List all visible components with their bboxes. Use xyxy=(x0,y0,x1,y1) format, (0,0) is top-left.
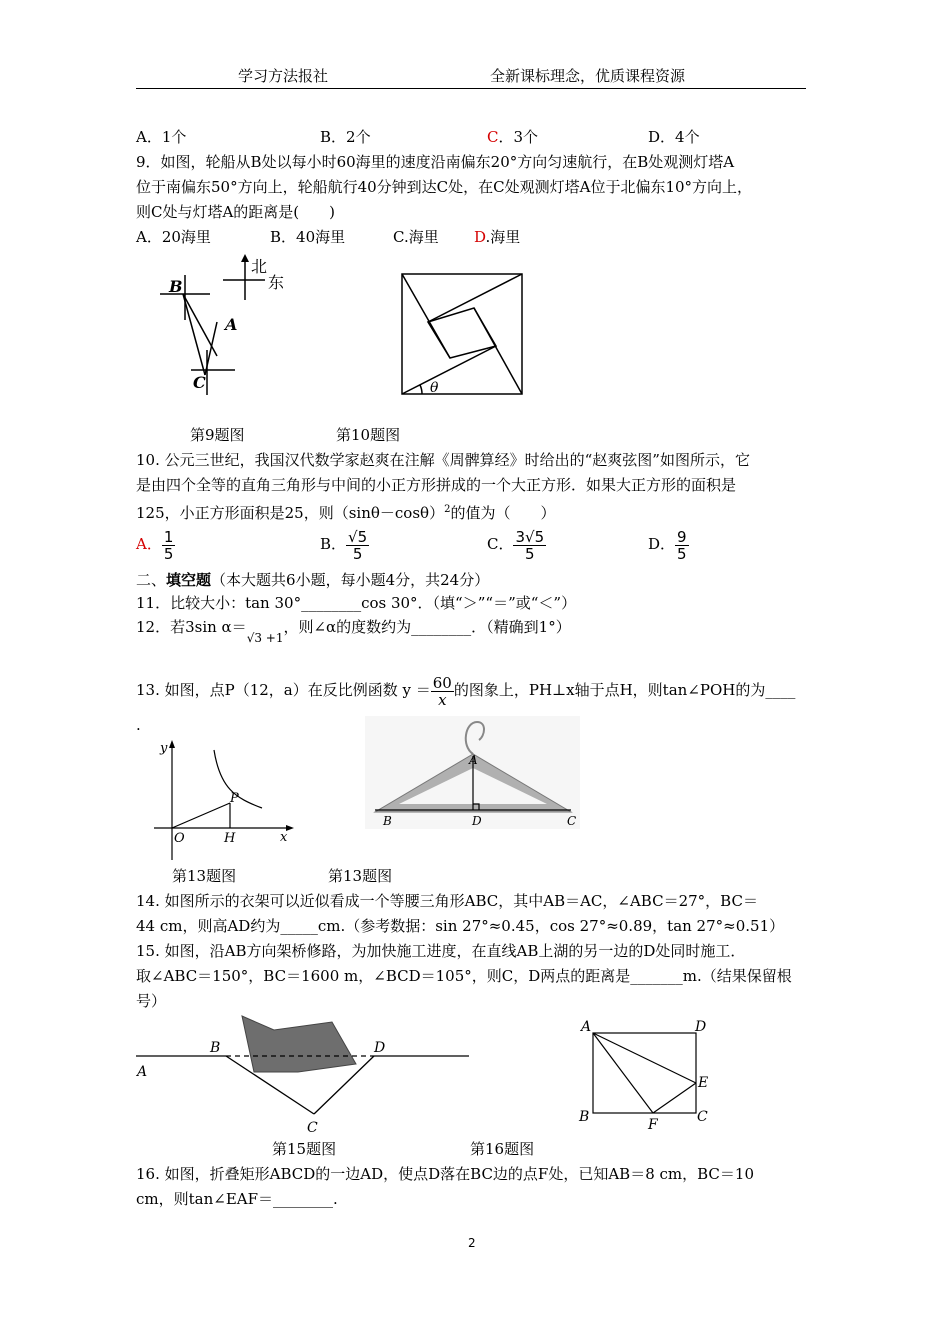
figure-10 xyxy=(398,270,528,400)
fig13-op-line xyxy=(172,803,230,828)
fig15-label-b: B xyxy=(210,1040,221,1056)
q10-option-d-den: 5 xyxy=(677,544,687,563)
fig10-leg2 xyxy=(402,274,450,358)
fig10-leg3 xyxy=(428,274,522,322)
fig10-angle-arc xyxy=(420,385,422,394)
q10-line3-end: 的值为（ ） xyxy=(450,504,556,522)
q8-option-c xyxy=(487,127,538,147)
fig10-caption: 第10题图 xyxy=(336,426,401,444)
fig15-lake xyxy=(242,1016,356,1072)
q10-option-b-letter: B． xyxy=(320,535,347,553)
q15-line2: 取∠ABC＝150°，BC＝1600 m，∠BCD＝105°，则C，D两点的距离是_______m.（结果保留根 xyxy=(136,967,792,985)
fig10-big-square xyxy=(402,274,522,394)
q8-option-c-text: ．3个 xyxy=(498,128,539,146)
fig16-label-a: A xyxy=(581,1019,592,1035)
q10-line1: 10. 公元三世纪，我国汉代数学家赵爽在注解《周髀算经》时给出的“赵爽弦图”如图所示，它 xyxy=(136,451,750,469)
q13-dot: . xyxy=(136,716,141,734)
q9-option-d-text: .海里 xyxy=(485,228,521,246)
q12-expression: √3 +1 xyxy=(246,631,284,645)
fig14-label-c: C xyxy=(567,814,577,828)
fig9-bc-line xyxy=(183,294,205,375)
q10-option-a-num: 1 xyxy=(163,527,174,546)
page-number: 2 xyxy=(468,1236,476,1250)
q8-option-c-letter: C xyxy=(487,128,499,146)
q10-option-b-num: √5 xyxy=(348,527,368,546)
q9-option-a: A．20海里 xyxy=(136,228,211,246)
q10-option-c-fraction xyxy=(513,529,546,562)
fig16-ae-line xyxy=(593,1033,696,1083)
q10-option-b xyxy=(320,526,369,562)
fig16-af-line xyxy=(593,1033,653,1113)
q9-option-d xyxy=(474,227,520,247)
q10-line2: 是由四个全等的直角三角形与中间的小正方形拼成的一个大正方形．如果大正方形的面积是 xyxy=(136,476,737,494)
fig16-label-c: C xyxy=(697,1109,708,1125)
q16-line1: 16. 如图，折叠矩形ABCD的一边AD，使点D落在BC边的点F处，已知AB＝8 cm，BC＝10 xyxy=(136,1165,754,1183)
fig16-label-e: E xyxy=(698,1075,709,1091)
q15-line1: 15. 如图，沿AB方向架桥修路，为加快施工进度，在直线AB上湖的另一边的D处同时施工． xyxy=(136,942,746,960)
header-left: 学习方法报社 xyxy=(238,67,329,85)
q16-line2: cm，则tan∠EAF＝________. xyxy=(136,1190,338,1208)
q10-option-d-letter: D． xyxy=(648,535,676,553)
fig14-caption: 第13题图 xyxy=(328,867,393,885)
fig13-label-x: x xyxy=(280,830,288,845)
q13 xyxy=(136,672,795,708)
figure-15 xyxy=(134,1012,474,1140)
q10-option-d-fraction xyxy=(675,529,689,562)
q10-option-c xyxy=(487,526,546,562)
q14-line2: 44 cm，则高AD约为_____cm.（参考数据：sin 27°≈0.45，cos 27°≈0.89，tan 27°≈0.51） xyxy=(136,917,785,935)
fig15-caption: 第15题图 xyxy=(272,1140,337,1158)
fig13-y-arrow-icon xyxy=(169,740,175,748)
q10-option-a-den: 5 xyxy=(163,544,174,563)
fig9-label-a: A xyxy=(225,315,238,334)
figure-16 xyxy=(575,1015,715,1135)
q13-fraction xyxy=(431,675,454,708)
q10-option-a-fraction xyxy=(162,529,176,562)
fig16-caption: 第16题图 xyxy=(470,1140,535,1158)
fig13-label-p: P xyxy=(230,791,239,806)
fig9-east: 东 xyxy=(268,273,285,292)
q12 xyxy=(136,617,571,645)
q13-pre: 13. 如图，点P（12，a）在反比例函数 y ＝ xyxy=(136,681,431,699)
q10-option-a xyxy=(136,526,175,562)
fig16-label-f: F xyxy=(648,1117,658,1133)
fig13-caption: 第13题图 xyxy=(172,867,237,885)
q9-line2: 位于南偏东50°方向上，轮船航行40分钟到达C处，在C处观测灯塔A位于北偏东10°方向上， xyxy=(136,178,753,196)
section-2-note: （本大题共6小题，每小题4分，共24分） xyxy=(211,571,490,589)
section-2-heading xyxy=(136,570,489,590)
q10-exponent: 2 xyxy=(444,504,451,515)
q8-option-b: B．2个 xyxy=(320,128,371,146)
fig10-leg4 xyxy=(474,308,522,394)
q13-num: 60 xyxy=(432,673,452,692)
fig10-theta: θ xyxy=(430,380,439,396)
q10-option-c-num: 3√5 xyxy=(515,527,545,546)
fig9-north-arrow-icon xyxy=(241,254,249,262)
fig16-label-d: D xyxy=(695,1019,707,1035)
fig10-leg1 xyxy=(402,346,496,394)
q9-option-d-letter: D xyxy=(474,228,486,246)
q10-option-c-den: 5 xyxy=(525,544,535,563)
figure-13-graph xyxy=(150,738,300,863)
fig15-label-c: C xyxy=(307,1120,318,1136)
q10-option-c-letter: C． xyxy=(487,535,514,553)
fig13-label-y: y xyxy=(160,741,168,756)
fig14-label-d: D xyxy=(472,814,482,828)
q10-option-b-fraction xyxy=(346,529,369,562)
q9-line1: 9．如图，轮船从B处以每小时60海里的速度沿南偏东20°方向匀速航行，在B处观测灯塔A xyxy=(136,153,735,171)
fig9-label-c: C xyxy=(193,373,206,392)
q9-line3: 则C处与灯塔A的距离是( ) xyxy=(136,203,336,221)
fig15-label-a: A xyxy=(137,1064,148,1080)
fig15-label-d: D xyxy=(374,1040,386,1056)
q12-post: ，则∠α的度数约为________．（精确到1°） xyxy=(283,618,571,636)
q10-line3 xyxy=(136,500,555,523)
q11: 11．比较大小：tan 30°________cos 30°．（填“＞”“＝”或“＜”） xyxy=(136,594,577,612)
q10-line3-text: 125，小正方形面积是25，则（sinθ－cosθ） xyxy=(136,504,445,522)
q8-option-a: A．1个 xyxy=(136,128,187,146)
q14-line1: 14. 如图所示的衣架可以近似看成一个等腰三角形ABC，其中AB＝AC，∠ABC＝27°，BC＝ xyxy=(136,892,758,910)
fig9-caption: 第9题图 xyxy=(190,426,245,444)
section-2-title: 填空题 xyxy=(166,571,212,589)
fig13-label-o: O xyxy=(174,831,185,846)
q15-line3: 号） xyxy=(136,992,167,1010)
q9-option-c: C.海里 xyxy=(393,228,439,246)
q13-den: x xyxy=(438,690,447,709)
fig9-north: 北 xyxy=(251,257,268,276)
fig9-label-b: B xyxy=(169,277,183,296)
q10-option-d xyxy=(648,526,689,562)
q10-option-d-num: 9 xyxy=(677,527,687,546)
fig16-fe-line xyxy=(653,1083,696,1113)
q13-post: 的图象上，PH⊥x轴于点H，则tan∠POH的为____ xyxy=(453,681,796,699)
q10-option-a-letter: A． xyxy=(136,535,162,553)
fig14-label-a: A xyxy=(469,753,478,767)
q8-option-d: D．4个 xyxy=(648,128,700,146)
fig13-label-h: H xyxy=(224,831,236,846)
header-right: 全新课标理念，优质课程资源 xyxy=(490,67,686,85)
fig14-label-b: B xyxy=(383,814,392,828)
header-rule xyxy=(136,88,806,89)
q10-option-b-den: 5 xyxy=(352,544,363,563)
q9-option-b: B．40海里 xyxy=(270,228,346,246)
figure-14-hanger xyxy=(365,716,580,829)
section-2-prefix: 二、 xyxy=(136,571,167,589)
fig16-label-b: B xyxy=(579,1109,590,1125)
q12-pre: 12．若3sin α＝ xyxy=(136,618,247,636)
figure-9 xyxy=(155,250,305,400)
